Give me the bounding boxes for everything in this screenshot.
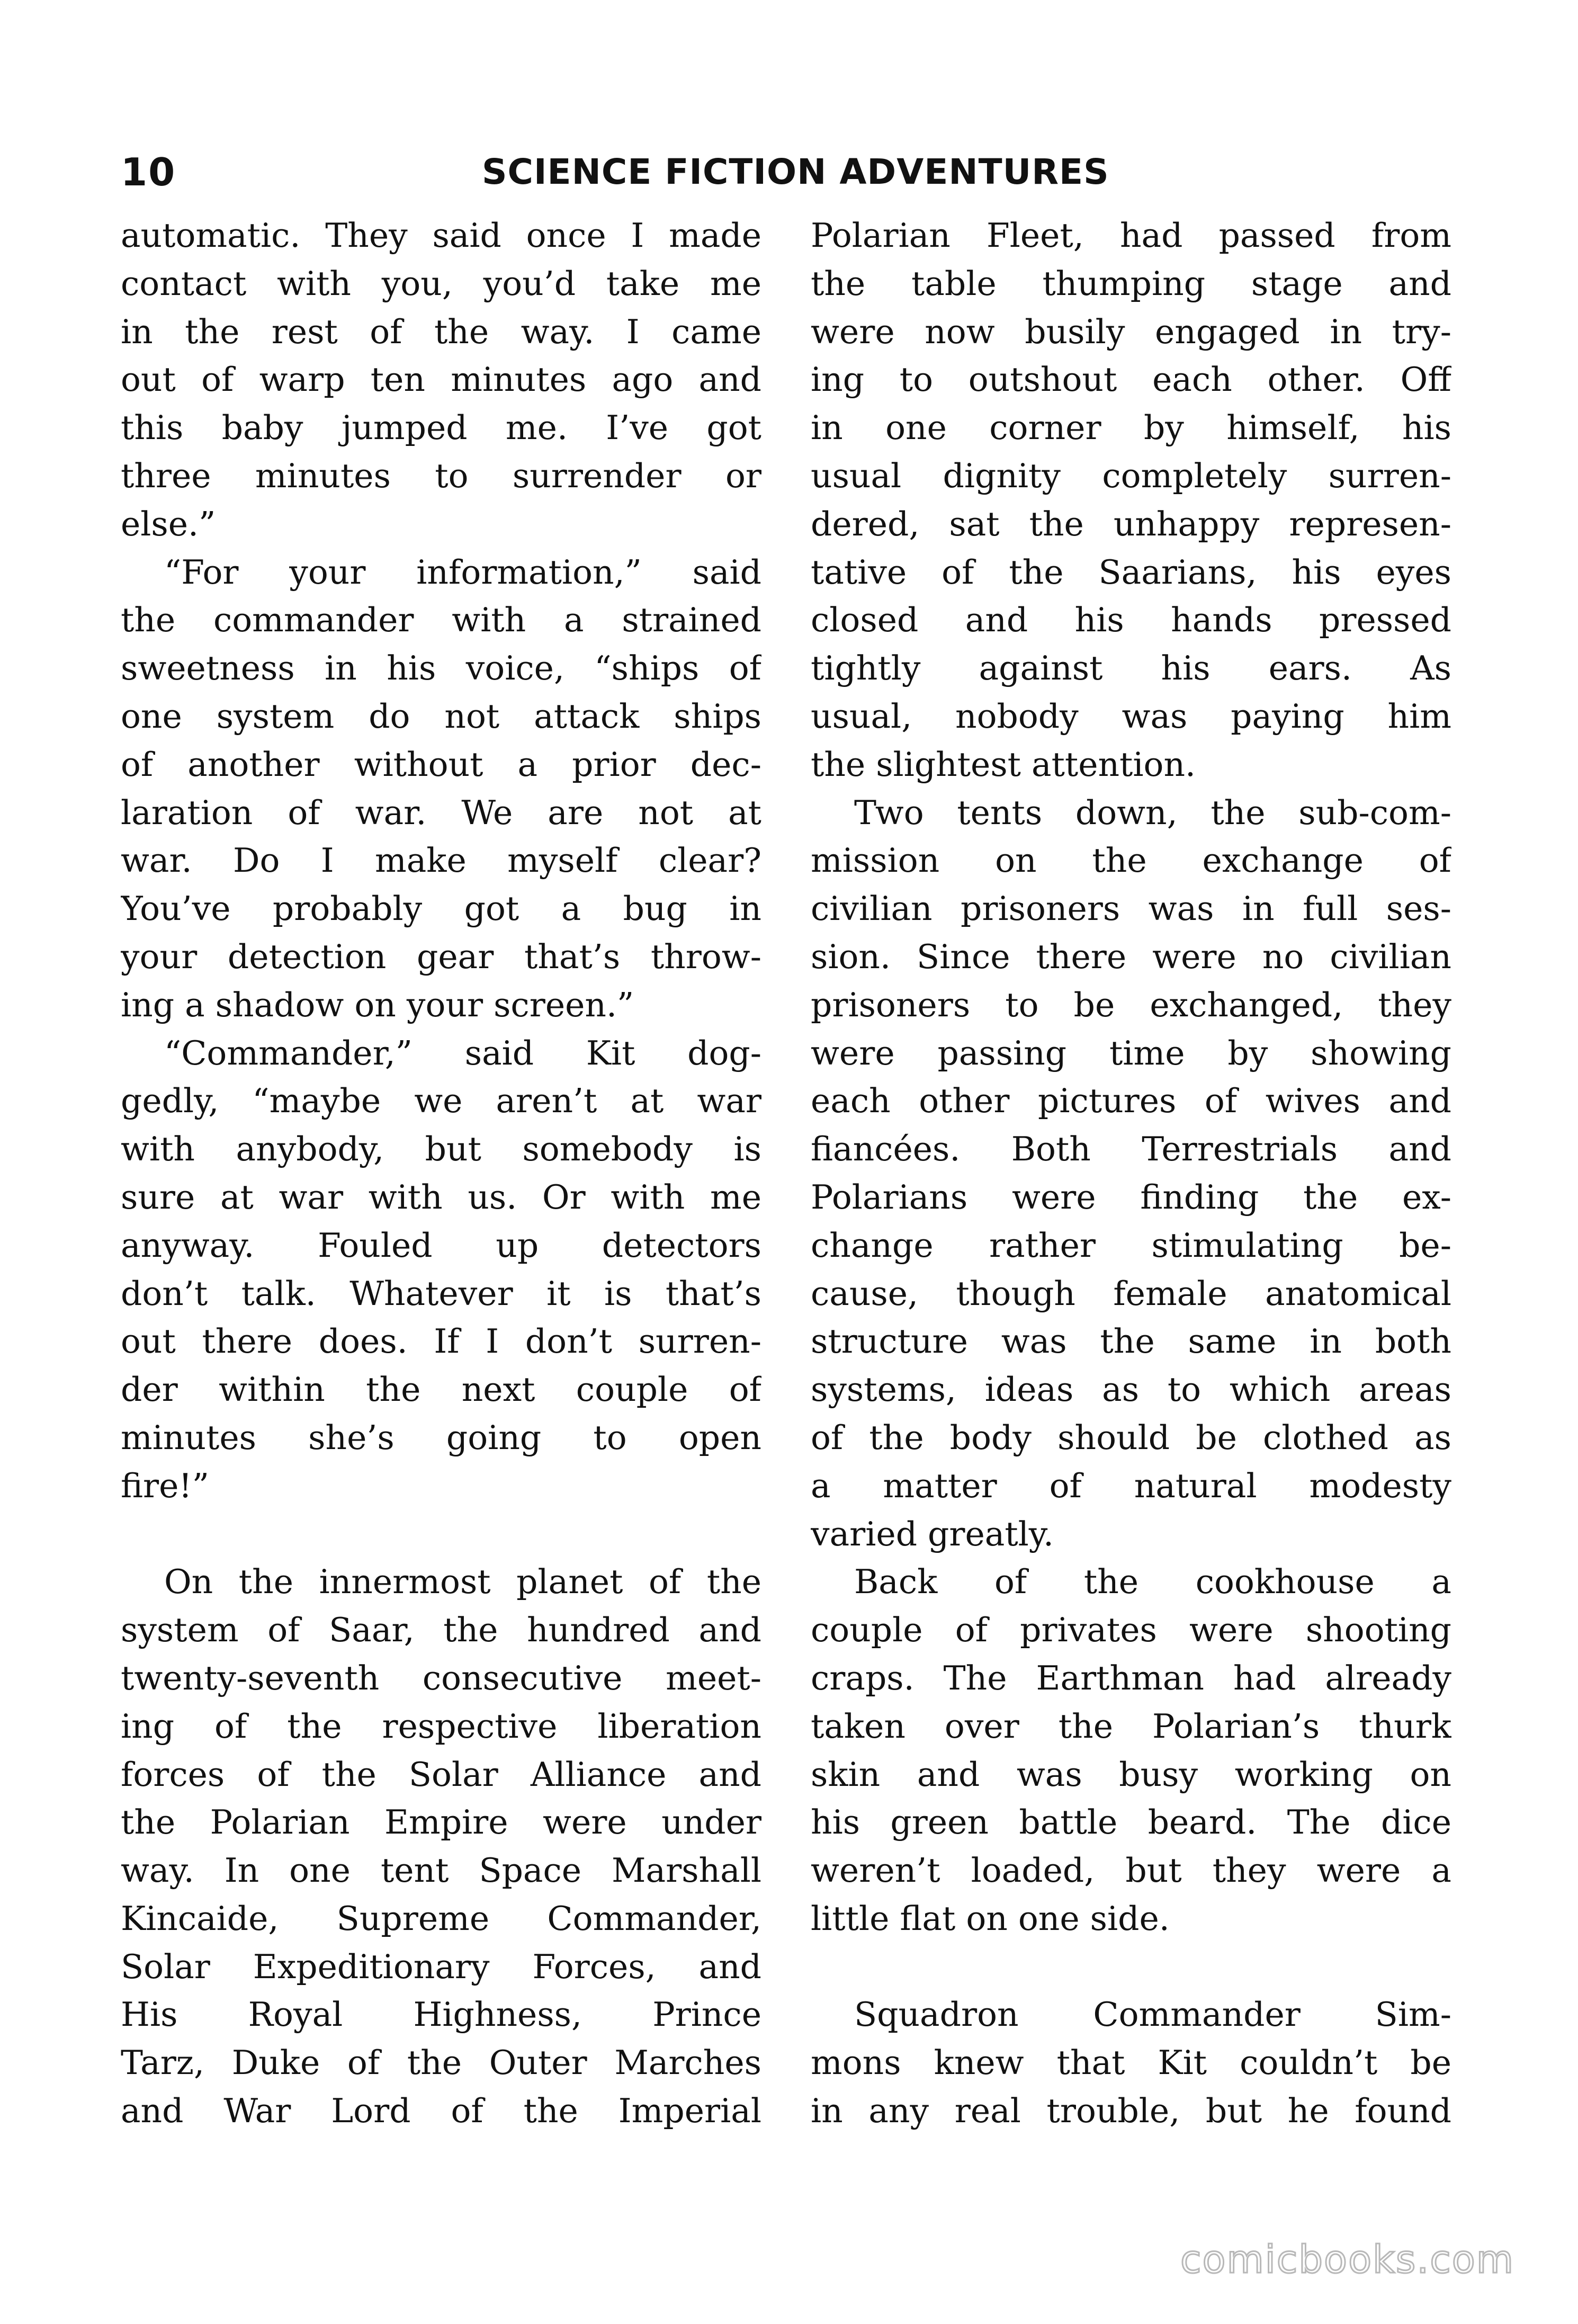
text-line: Squadron Commander Sim- — [854, 1995, 1451, 2034]
text-line: der within the next couple of — [121, 1370, 761, 1409]
text-line: “For your information,” said — [164, 552, 761, 592]
text-line: the table thumping stage and — [811, 264, 1451, 303]
text-line: three minutes to surrender or — [121, 456, 761, 495]
text-line: Polarian Fleet, had passed from — [811, 216, 1451, 255]
text-line: closed and his hands pressed — [811, 601, 1451, 640]
text-line: way. In one tent Space Marshall — [121, 1851, 761, 1890]
text-line: Tarz, Duke of the Outer Marches — [121, 2043, 761, 2082]
text-line: sion. Since there were no civilian — [811, 937, 1451, 976]
text-line: prisoners to be exchanged, they — [811, 985, 1451, 1024]
page-number: 10 — [121, 150, 176, 194]
text-line: sure at war with us. Or with me — [121, 1177, 761, 1217]
text-line: one system do not attack ships — [121, 696, 761, 736]
text-line: were now busily engaged in try- — [811, 312, 1451, 351]
text-line: Back of the cookhouse a — [854, 1562, 1451, 1602]
text-line: tative of the Saarians, his eyes — [811, 552, 1451, 592]
text-line: minutes she’s going to open — [121, 1418, 761, 1457]
text-line: fire!” — [121, 1466, 209, 1505]
text-line: out of warp ten minutes ago and — [121, 360, 761, 399]
text-line: usual, nobody was paying him — [811, 696, 1451, 736]
text-line: Two tents down, the sub-com- — [854, 793, 1451, 832]
text-line: tightly against his ears. As — [811, 649, 1451, 688]
text-line: usual dignity completely surren- — [811, 456, 1451, 495]
text-line: gedly, “maybe we aren’t at war — [121, 1081, 761, 1121]
text-line: automatic. They said once I made — [121, 216, 761, 255]
text-line: ing a shadow on your screen.” — [121, 985, 634, 1024]
text-line: weren’t loaded, but they were a — [811, 1851, 1451, 1890]
text-line: mons knew that Kit couldn’t be — [811, 2043, 1451, 2082]
text-line: Solar Expeditionary Forces, and — [121, 1947, 761, 1986]
text-line: in the rest of the way. I came — [121, 312, 761, 351]
text-line: “Commander,” said Kit dog- — [164, 1033, 761, 1072]
blank-line — [811, 1943, 1451, 1991]
text-line: contact with you, you’d take me — [121, 264, 761, 303]
text-line: couple of privates were shooting — [811, 1611, 1451, 1650]
text-line: and War Lord of the Imperial — [121, 2091, 761, 2131]
text-line: skin and was busy working on — [811, 1755, 1451, 1794]
text-line: ing to outshout each other. Off — [811, 360, 1451, 399]
text-line: change rather stimulating be- — [811, 1226, 1451, 1265]
text-line: taken over the Polarian’s thurk — [811, 1706, 1451, 1746]
text-line: the Polarian Empire were under — [121, 1803, 761, 1842]
text-line: in any real trouble, but he found — [811, 2091, 1451, 2131]
text-line: were passing time by showing — [811, 1033, 1451, 1072]
text-line: a matter of natural modesty — [811, 1466, 1451, 1505]
text-line: fiancées. Both Terrestrials and — [811, 1130, 1451, 1169]
running-header — [0, 143, 1578, 201]
text-line: this baby jumped me. I’ve got — [121, 408, 761, 448]
text-line: the commander with a strained — [121, 601, 761, 640]
left-text-column — [121, 212, 761, 2135]
text-line: cause, though female anatomical — [811, 1274, 1451, 1313]
text-line: of another without a prior dec- — [121, 745, 761, 784]
text-line: Kincaide, Supreme Commander, — [121, 1899, 761, 1938]
text-line: anyway. Fouled up detectors — [121, 1226, 761, 1265]
text-line: varied greatly. — [811, 1514, 1054, 1553]
text-line: his green battle beard. The dice — [811, 1803, 1451, 1842]
blank-line — [121, 1510, 761, 1559]
text-line: in one corner by himself, his — [811, 408, 1451, 448]
text-line: systems, ideas as to which areas — [811, 1370, 1451, 1409]
running-title: SCIENCE FICTION ADVENTURES — [482, 151, 1109, 192]
text-line: with anybody, but somebody is — [121, 1130, 761, 1169]
text-line: of the body should be clothed as — [811, 1418, 1451, 1457]
text-line: His Royal Highness, Prince — [121, 1995, 761, 2034]
text-line: ing of the respective liberation — [121, 1706, 761, 1746]
right-text-column — [811, 212, 1451, 2135]
text-line: don’t talk. Whatever it is that’s — [121, 1274, 761, 1313]
text-line: mission on the exchange of — [811, 841, 1451, 880]
text-line: laration of war. We are not at — [121, 793, 761, 832]
text-line: structure was the same in both — [811, 1322, 1451, 1361]
text-line: civilian prisoners was in full ses- — [811, 889, 1451, 928]
text-line: war. Do I make myself clear? — [121, 841, 761, 880]
text-line: else.” — [121, 504, 216, 543]
text-line: system of Saar, the hundred and — [121, 1611, 761, 1650]
text-line: out there does. If I don’t surren- — [121, 1322, 761, 1361]
text-line: little flat on one side. — [811, 1899, 1170, 1938]
watermark: comicbooks.com — [1180, 2237, 1514, 2282]
text-line: Polarians were finding the ex- — [811, 1177, 1451, 1217]
text-line: sweetness in his voice, “ships of — [121, 649, 761, 688]
text-line: the slightest attention. — [811, 745, 1196, 784]
text-line: your detection gear that’s throw- — [121, 937, 761, 976]
text-line: dered, sat the unhappy represen- — [811, 504, 1451, 543]
text-line: forces of the Solar Alliance and — [121, 1755, 761, 1794]
text-line: each other pictures of wives and — [811, 1081, 1451, 1121]
text-line: craps. The Earthman had already — [811, 1658, 1451, 1697]
text-line: On the innermost planet of the — [164, 1562, 761, 1602]
text-line: twenty-seventh consecutive meet- — [121, 1658, 761, 1697]
text-line: You’ve probably got a bug in — [121, 889, 761, 928]
